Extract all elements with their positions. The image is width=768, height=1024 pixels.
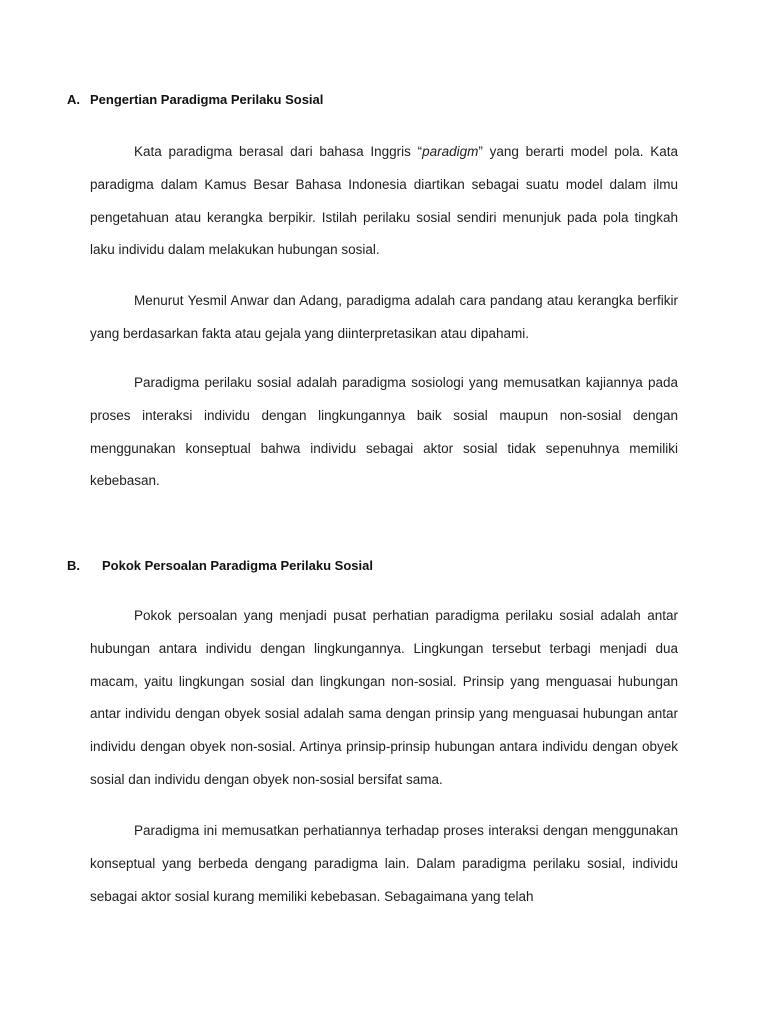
section-a-p1-start: Kata paradigma berasal dari bahasa Inggris “	[134, 144, 423, 159]
section-a-paragraph-2: Menurut Yesmil Anwar dan Adang, paradigma adalah cara pandang atau kerangka berfikir yang berdasarkan fakta atau gejala yang diinterpretasikan atau dipahami.	[90, 293, 678, 341]
section-b-letter: B.	[67, 558, 80, 573]
section-b-paragraph-2: Paradigma ini memusatkan perhatiannya terhadap proses interaksi dengan menggunakan konseptual yang berbeda dengang paradigma lain. Dalam paradigma perilaku sosial, individu sebagai aktor sosial kurang memiliki kebebasan. Sebagaimana yang telah	[90, 823, 678, 904]
section-a-p1-italic: paradigm	[422, 144, 479, 159]
section-a-p1-rest: ” yang berarti model pola. Kata paradigma dalam Kamus Besar Bahasa Indonesia diartikan sebagai suatu model dalam ilmu pengetahuan atau kerangka berpikir. Istilah perilaku sosial sendiri menunjuk pada pola tingkah laku individu dalam melakukan hubungan sosial.	[90, 144, 678, 258]
section-b-paragraph-1: Pokok persoalan yang menjadi pusat perhatian paradigma perilaku sosial adalah antar hubungan antara individu dengan lingkungannya. Lingkungan tersebut terbagi menjadi dua macam, yaitu lingkungan sosial dan lingkungan non-sosial. Prinsip yang menguasai hubungan antar individu dengan obyek sosial adalah sama dengan prinsip yang menguasai hubungan antar individu dengan obyek non-sosial. Artinya prinsip-prinsip hubungan antara individu dengan obyek sosial dan individu dengan obyek non-sosial bersifat sama.	[90, 608, 678, 787]
section-a-title: Pengertian Paradigma Perilaku Sosial	[90, 92, 324, 107]
section-a-paragraph-1	[90, 136, 678, 267]
section-b-heading	[67, 558, 373, 573]
section-a-heading	[67, 92, 323, 107]
section-a-paragraph-3: Paradigma perilaku sosial adalah paradigma sosiologi yang memusatkan kajiannya pada proses interaksi individu dengan lingkungannya baik sosial maupun non-sosial dengan menggunakan konseptual bahwa individu sebagai aktor sosial tidak sepenuhnya memiliki kebebasan.	[90, 375, 678, 489]
section-a-letter: A.	[67, 92, 80, 107]
section-b-title: Pokok Persoalan Paradigma Perilaku Sosial	[102, 558, 373, 573]
